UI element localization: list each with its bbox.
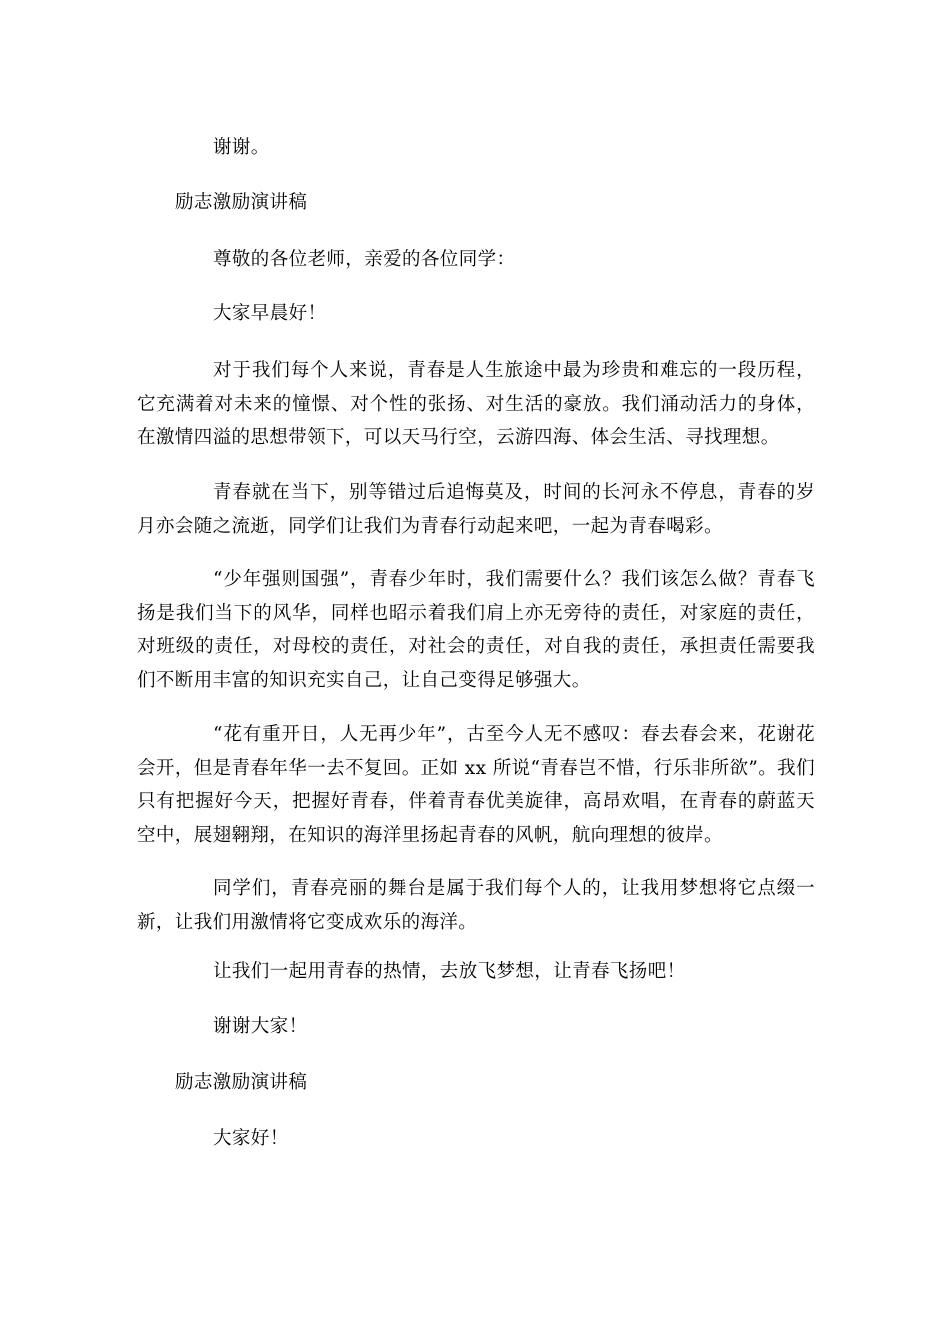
paragraph-seize-youth: 青春就在当下，别等错过后追悔莫及，时间的长河永不停息，青春的岁月亦会随之流逝，同学们让我们为青春行动起来吧，一起为青春喝彩。 xyxy=(137,482,815,537)
paragraph-stage-of-youth: 同学们，青春亮丽的舞台是属于我们每个人的，让我用梦想将它点缀一新，让我们用激情将它变成欢乐的海洋。 xyxy=(137,878,815,933)
paragraph-responsibility: “少年强则国强”，青春少年时，我们需要什么？我们该怎么做？青春飞扬是我们当下的风华，同样也昭示着我们肩上亦无旁待的责任，对家庭的责任，对班级的责任，对母校的责任，对社会的责任，对自我的责任，承担责任需要我们不断用丰富的知识充实自己，让自己变得足够强大。 xyxy=(137,569,815,691)
paragraph-youth-journey: 对于我们每个人来说，青春是人生旅途中最为珍贵和难忘的一段历程，它充满着对未来的憧憬、对个性的张扬、对生活的豪放。我们涌动活力的身体，在激情四溢的思想带领下，可以天马行空，云游四海、体会生活、寻找理想。 xyxy=(137,360,815,448)
call-to-action: 让我们一起用青春的热情，去放飞梦想，让青春飞扬吧！ xyxy=(213,961,686,982)
greeting-2: 大家好！ xyxy=(213,1128,289,1149)
salutation: 尊敬的各位老师，亲爱的各位同学： xyxy=(213,249,516,270)
paragraph-flowers-bloom: “花有重开日，人无再少年”，古至今人无不感叹：春去春会来，花谢花会开，但是青春年华一去不复回。正如 xx 所说“青春岂不惜，行乐非所欲”。我们只有把握好今天，把握好青春，伴着青春优美旋律，高昂欢唱，在青春的蔚蓝天空中，展翅翱翔，在知识的海洋里扬起青春的风帆，航向理想的彼岸。 xyxy=(137,724,815,846)
speech-title-2: 励志激励演讲稿 xyxy=(175,1072,308,1093)
speech-title: 励志激励演讲稿 xyxy=(175,192,308,213)
thanks-everyone: 谢谢大家！ xyxy=(213,1016,308,1037)
greeting: 大家早晨好！ xyxy=(213,303,327,324)
closing-thanks: 谢谢。 xyxy=(213,137,270,158)
